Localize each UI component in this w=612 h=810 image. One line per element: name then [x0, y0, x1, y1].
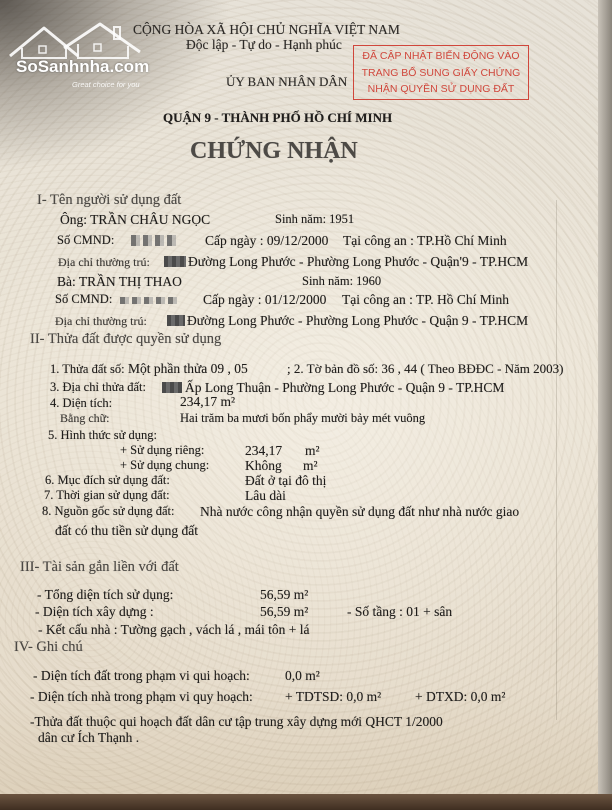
origin-value-continued: đất có thu tiền sử dụng đất [55, 523, 199, 538]
house-plan-dtxd: + DTXD: 0,0 m² [415, 689, 506, 704]
origin-label: 8. Nguồn gốc sử dụng đất: [42, 504, 175, 518]
district-name: QUẬN 9 - THÀNH PHỐ HỒ CHÍ MINH [163, 110, 393, 125]
stamp-line: TRANG BỔ SUNG GIẤY CHỨNG [361, 66, 521, 79]
watermark-brand: SoSanhnha.com [16, 57, 150, 76]
parcel-value: Một phần thửa 09 , 05 [127, 361, 248, 376]
national-name: CỘNG HÒA XÃ HỘI CHỦ NGHĨA VIỆT NAM [133, 22, 400, 37]
house-plan-tdtsd: + TDTSD: 0,0 m² [285, 689, 382, 704]
section-3-heading: III- Tài sản gắn liền với đất [20, 559, 179, 575]
husband-issue-date: Cấp ngày : 09/12/2000 [205, 233, 329, 248]
table-surface [0, 794, 612, 810]
redacted-house-number [167, 315, 185, 326]
origin-value: Nhà nước công nhận quyền sử dụng đất như nhà nước giao [200, 504, 520, 519]
husband-id-label: Số CMND: [57, 233, 115, 247]
husband-address-label: Địa chỉ thường trú: [58, 255, 150, 269]
structure-label: - Kết cấu nhà : [38, 622, 118, 637]
husband-name: TRẦN CHÂU NGỌC [90, 212, 211, 227]
wife-issued-by: Tại công an : TP. Hồ Chí Minh [342, 292, 509, 307]
private-use-unit: m² [305, 443, 320, 458]
section-2-heading: II- Thửa đất được quyền sử dụng [30, 331, 222, 347]
total-area-label: - Tổng diện tích sử dụng: [37, 587, 174, 602]
land-plan-value: 0,0 m² [285, 668, 320, 683]
private-use-value: 234,17 [245, 443, 283, 458]
map-label: ; 2. Tờ bản đồ số: [287, 361, 379, 376]
wife-address-label: Địa chỉ thường trú: [55, 314, 147, 328]
wife-issue-date: Cấp ngày : 01/12/2000 [203, 292, 327, 307]
redacted-house-number [164, 256, 186, 267]
paper-fold-line [556, 200, 557, 720]
section-1-heading: I- Tên người sử dụng đất [37, 192, 182, 208]
wife-title: Bà: [57, 274, 76, 289]
area-words-label: Bằng chữ: [60, 411, 110, 425]
parcel-address-value: Ấp Long Thuận - Phường Long Phước - Quận 9 - TP.HCM [185, 380, 505, 395]
usage-form-label: 5. Hình thức sử dụng: [48, 428, 158, 442]
update-stamp [353, 45, 529, 100]
watermark-tagline: Great choice for you [72, 80, 140, 89]
wife-birth-year: Sinh năm: 1960 [302, 274, 382, 288]
wife-address: Đường Long Phước - Phường Long Phước - Quận 9 - TP.HCM [187, 313, 529, 328]
wife-name-line [57, 274, 182, 289]
shared-use-value: Không [245, 458, 282, 473]
husband-issued-by: Tại công an : TP.Hồ Chí Minh [343, 233, 507, 248]
shared-use-label: + Sử dụng chung: [120, 458, 210, 472]
term-value: Lâu dài [245, 488, 286, 503]
area-label: 4. Diện tích: [50, 396, 113, 410]
private-use-label: + Sử dụng riêng: [120, 443, 205, 457]
plan-note: -Thửa đất thuộc qui hoạch đất dân cư tập trung xây dựng mới QHCT 1/2000 [30, 714, 443, 729]
structure-line [38, 622, 310, 637]
section-4-heading: IV- Ghi chú [14, 639, 83, 655]
husband-birth-year: Sinh năm: 1951 [275, 212, 355, 226]
parcel-line [50, 361, 248, 377]
house-logo-icon [6, 18, 151, 60]
parcel-address-label: 3. Địa chỉ thửa đất: [50, 380, 146, 394]
total-area-value: 56,59 m² [260, 587, 309, 602]
built-area-value: 56,59 m² [260, 604, 309, 619]
shared-use-unit: m² [303, 458, 318, 473]
map-sheet-line [287, 361, 564, 376]
wife-name: TRẦN THỊ THAO [78, 274, 182, 289]
national-motto: Độc lập - Tự do - Hạnh phúc [186, 37, 342, 52]
purpose-label: 6. Mục đích sử dụng đất: [45, 473, 170, 487]
structure-value: Tường gạch , vách lá , mái tôn + lá [120, 622, 310, 637]
floors-value: - Số tầng : 01 + sân [347, 604, 453, 619]
plan-note-continued: dân cư Ích Thạnh . [38, 730, 140, 745]
husband-address: Đường Long Phước - Phường Long Phước - Quận'9 - TP.HCM [188, 254, 529, 269]
paper-right-edge [598, 0, 612, 810]
land-plan-label: - Diện tích đất trong phạm vi qui hoạch: [33, 668, 250, 683]
document-title: CHỨNG NHẬN [190, 138, 358, 164]
wife-id-label: Số CMND: [55, 292, 113, 306]
stamp-line: ĐÃ CẬP NHẬT BIẾN ĐỘNG VÀO [362, 50, 520, 62]
husband-title: Ông: [60, 212, 87, 227]
map-value: 36 , 44 [381, 361, 418, 376]
term-label: 7. Thời gian sử dụng đất: [44, 488, 170, 502]
purpose-value: Đất ở tại đô thị [245, 473, 327, 488]
stamp-line: NHẬN QUYỀN SỬ DỤNG ĐẤT [367, 83, 515, 95]
house-plan-label: - Diện tích nhà trong phạm vi quy hoạch: [30, 689, 253, 704]
husband-name-line [60, 212, 210, 227]
parcel-label: 1. Thửa đất số: [50, 362, 125, 376]
redacted-id-number [120, 297, 180, 304]
built-area-label: - Diện tích xây dựng : [35, 604, 154, 619]
map-note: ( Theo BĐĐC - Năm 2003) [420, 361, 564, 376]
area-value: 234,17 m² [180, 394, 236, 409]
area-words: Hai trăm ba mươi bốn phẩy mười bảy mét vuông [180, 411, 426, 425]
redacted-id-number [131, 235, 179, 246]
redacted-house-number [162, 382, 182, 393]
authority-name: ỦY BAN NHÂN DÂN [226, 74, 348, 89]
